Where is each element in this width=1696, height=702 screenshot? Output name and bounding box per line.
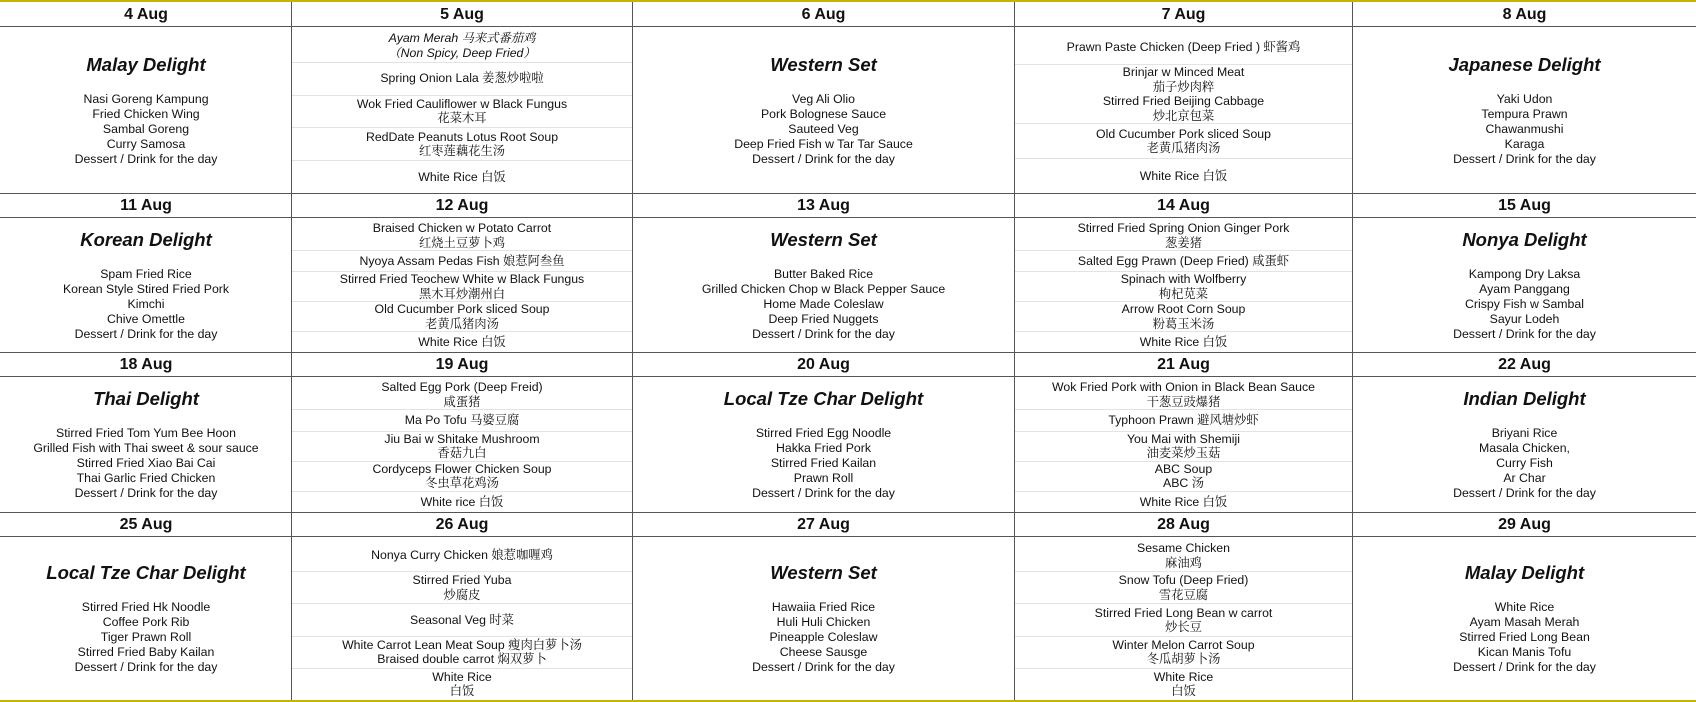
dish-line: 枸杞苋菜 xyxy=(1158,286,1209,301)
dish-entry xyxy=(292,540,632,571)
day-date: 20 Aug xyxy=(797,355,850,373)
set-menu-cell xyxy=(1353,537,1696,700)
menu-item: Hawaiia Fried Rice xyxy=(771,600,876,614)
set-menu xyxy=(46,562,245,675)
menu-item: White Rice xyxy=(1494,600,1555,614)
dish-line: 白饭 xyxy=(449,684,475,699)
menu-item: Ayam Masah Merah xyxy=(1469,615,1580,629)
dish-line: White Rice xyxy=(432,669,492,684)
dish-line: 咸蛋猪 xyxy=(443,394,481,409)
dish-entry xyxy=(1015,123,1352,158)
dish-line: White Rice 白饭 xyxy=(418,169,506,184)
day-date: 22 Aug xyxy=(1498,355,1551,373)
day-date: 19 Aug xyxy=(435,355,489,373)
menu-item: Dessert / Drink for the day xyxy=(1453,151,1596,166)
menu-item: Grilled Fish with Thai sweet & sour sauce xyxy=(33,441,259,455)
dish-entry xyxy=(292,271,632,301)
dish-entry xyxy=(1015,636,1352,668)
menu-item: Coffee Pork Rib xyxy=(102,615,190,629)
dish-entry xyxy=(1015,491,1352,513)
menu-item: Dessert / Drink for the day xyxy=(752,486,895,500)
dish-line: Old Cucumber Pork sliced Soup xyxy=(374,302,550,316)
menu-item: Thai Garlic Fried Chicken xyxy=(76,471,216,485)
dish-entry xyxy=(292,301,632,331)
set-menu xyxy=(1448,54,1600,167)
set-menu-title: Western Set xyxy=(770,53,877,75)
dish-line: White rice 白饭 xyxy=(420,494,504,509)
menu-item: Dessert / Drink for the day xyxy=(752,660,895,674)
dish-line: ABC Soup xyxy=(1154,461,1213,476)
set-menu-cell xyxy=(633,218,1014,352)
dish-list-cell xyxy=(1015,218,1352,352)
menu-item: Dessert / Drink for the day xyxy=(1453,660,1596,674)
dish-line: Ma Po Tofu 马婆豆腐 xyxy=(404,413,520,427)
set-menu xyxy=(1453,562,1596,675)
set-menu xyxy=(752,562,895,675)
set-menu-title: Western Set xyxy=(770,562,877,583)
set-menu-title: Japanese Delight xyxy=(1448,53,1601,75)
set-menu-title: Malay Delight xyxy=(86,53,206,75)
dish-line: ABC 汤 xyxy=(1163,476,1204,490)
menu-item: Curry Fish xyxy=(1496,456,1553,470)
dish-entry xyxy=(292,571,632,603)
set-menu-title: Western Set xyxy=(770,228,877,250)
menu-item: Prawn Roll xyxy=(793,471,854,485)
dish-line: 黑木耳炒潮州白 xyxy=(418,286,506,301)
menu-item: Kican Manis Tofu xyxy=(1477,645,1572,659)
dish-line: 油麦菜炒玉菇 xyxy=(1146,446,1221,460)
set-menu-cell xyxy=(633,537,1014,700)
menu-item: Korean Style Stired Fried Pork xyxy=(62,281,230,296)
menu-item: Dessert / Drink for the day xyxy=(1453,486,1596,500)
menu-item: Huli Huli Chicken xyxy=(776,615,871,629)
dish-line: White Rice 白饭 xyxy=(418,334,506,349)
dish-entry xyxy=(292,603,632,635)
dish-line: Prawn Paste Chicken (Deep Fried ) 虾酱鸡 xyxy=(1066,39,1301,54)
dish-entry xyxy=(292,160,632,193)
set-menu-cell xyxy=(1353,377,1696,512)
set-menu-cell xyxy=(1,377,291,512)
dish-entry xyxy=(292,668,632,700)
set-menu-cell xyxy=(1353,218,1696,352)
dish-entry xyxy=(1015,431,1352,461)
menu-item: Butter Baked Rice xyxy=(773,266,874,281)
menu-item: Curry Samosa xyxy=(106,136,186,151)
dish-entry xyxy=(1015,331,1352,352)
menu-item: Stirred Fried Xiao Bai Cai xyxy=(76,456,216,470)
menu-item: Nasi Goreng Kampung xyxy=(83,91,209,106)
menu-item: Briyani Rice xyxy=(1491,426,1558,440)
set-menu xyxy=(1453,388,1596,501)
menu-item: Tiger Prawn Roll xyxy=(100,630,192,644)
set-menu xyxy=(734,54,913,167)
day-date: 18 Aug xyxy=(119,355,173,373)
dish-entry xyxy=(1015,30,1352,64)
set-menu-cell xyxy=(633,377,1014,512)
dish-entry xyxy=(292,127,632,160)
dish-line: White Rice 白饭 xyxy=(1139,168,1228,183)
dish-line: RedDate Peanuts Lotus Root Soup xyxy=(365,129,559,144)
top-rule xyxy=(0,0,1696,2)
menu-item: Kampong Dry Laksa xyxy=(1468,266,1581,281)
dish-line: Seasonal Veg 时菜 xyxy=(410,612,514,627)
dish-line: White Rice xyxy=(1153,669,1214,684)
dish-line: Old Cucumber Pork sliced Soup xyxy=(1096,126,1271,141)
dish-line: Braised Chicken w Potato Carrot xyxy=(372,221,552,235)
dish-entry xyxy=(1015,409,1352,431)
dish-entry xyxy=(1015,221,1352,250)
dish-line: Wok Fried Pork with Onion in Black Bean Sauce xyxy=(1052,380,1315,394)
dish-line: Spinach with Wolfberry xyxy=(1120,272,1247,286)
menu-item: Stirred Fried Baby Kailan xyxy=(77,645,215,659)
dish-line: Braised double carrot 焖双萝卜 xyxy=(377,652,547,667)
menu-item: Pineapple Coleslaw xyxy=(769,630,878,644)
dish-line: Salted Egg Pork (Deep Freid) xyxy=(381,380,543,394)
day-date: 4 Aug xyxy=(124,5,168,23)
day-date: 26 Aug xyxy=(435,515,489,533)
menu-item: Cheese Sausge xyxy=(779,645,868,659)
dish-line: You Mai with Shemiji xyxy=(1126,431,1240,446)
dish-line: Stirred Fried Long Bean w carrot xyxy=(1094,605,1273,620)
dish-line: 冬瓜胡萝卜汤 xyxy=(1146,652,1221,667)
set-menu-title: Korean Delight xyxy=(80,228,212,250)
set-menu-cell xyxy=(1353,27,1696,193)
menu-item: Stirred Fried Kailan xyxy=(770,456,877,470)
menu-item: Tempura Prawn xyxy=(1481,106,1568,121)
menu-item: Dessert / Drink for the day xyxy=(752,151,895,166)
menu-item: Yaki Udon xyxy=(1496,91,1553,106)
set-menu-cell xyxy=(1,537,291,700)
dish-line: 香菇九白 xyxy=(437,446,487,460)
menu-item: Chawanmushi xyxy=(1485,121,1564,136)
dish-entry xyxy=(292,62,632,95)
menu-item: Sayur Lodeh xyxy=(1489,311,1560,326)
set-menu-title: Local Tze Char Delight xyxy=(46,562,246,583)
dish-line: 红烧土豆萝卜鸡 xyxy=(418,235,506,250)
dish-line: 炒北京包菜 xyxy=(1152,108,1215,123)
set-menu xyxy=(724,388,923,501)
dish-line: White Carrot Lean Meat Soup 瘦肉白萝卜汤 xyxy=(342,637,582,652)
dish-entry xyxy=(292,491,632,513)
dish-line: 老黄瓜猪肉汤 xyxy=(425,316,499,331)
menu-item: Sauteed Veg xyxy=(788,121,859,136)
dish-line: 葱姜猪 xyxy=(1165,235,1202,250)
dish-list-cell xyxy=(1015,27,1352,193)
day-date: 28 Aug xyxy=(1157,515,1210,533)
day-date: 29 Aug xyxy=(1498,515,1551,533)
menu-item: Stirred Fried Egg Noodle xyxy=(755,426,892,440)
dish-line: Ayam Merah 马来式番茄鸡 xyxy=(388,31,536,46)
dish-entry xyxy=(1015,461,1352,491)
dish-line: Stirred Fried Yuba xyxy=(412,573,512,588)
dish-entry xyxy=(292,431,632,461)
dish-line: Spring Onion Lala 姜葱炒啦啦 xyxy=(380,71,544,86)
dish-list-cell xyxy=(292,377,632,512)
dish-entry xyxy=(292,461,632,491)
menu-item: Stirred Fried Tom Yum Bee Hoon xyxy=(56,426,236,440)
day-date: 25 Aug xyxy=(119,515,173,533)
menu-item: Masala Chicken, xyxy=(1479,441,1570,455)
menu-item: Ayam Panggang xyxy=(1479,281,1570,296)
menu-item: Spam Fried Rice xyxy=(100,266,192,281)
dish-line: Stirred Fried Beijing Cabbage xyxy=(1102,94,1265,108)
dish-line: 雪花豆腐 xyxy=(1158,587,1209,602)
day-date: 15 Aug xyxy=(1498,196,1551,214)
menu-item: Deep Fried Fish w Tar Tar Sauce xyxy=(734,136,913,151)
set-menu xyxy=(33,388,258,501)
dish-entry xyxy=(1015,250,1352,271)
menu-item: Sambal Goreng xyxy=(102,121,190,136)
dish-line: 炒腐皮 xyxy=(443,587,481,602)
dish-entry xyxy=(292,250,632,271)
day-date: 7 Aug xyxy=(1161,5,1206,23)
dish-entry xyxy=(292,409,632,431)
dish-line: Snow Tofu (Deep Fried) xyxy=(1118,573,1249,588)
dish-entry xyxy=(292,636,632,668)
dish-entry xyxy=(1015,668,1352,700)
menu-item: Dessert / Drink for the day xyxy=(752,326,895,341)
day-date: 5 Aug xyxy=(440,5,484,23)
dish-line: Arrow Root Corn Soup xyxy=(1121,302,1246,316)
dish-line: Nonya Curry Chicken 娘惹咖喱鸡 xyxy=(371,548,553,563)
dish-line: Wok Fried Cauliflower w Black Fungus xyxy=(356,96,568,111)
dish-line: 红枣莲藕花生汤 xyxy=(418,144,506,159)
set-menu-cell xyxy=(633,27,1014,193)
dish-entry xyxy=(292,380,632,409)
dish-line: 冬虫草花鸡汤 xyxy=(425,476,499,490)
menu-item: Dessert / Drink for the day xyxy=(74,486,218,500)
day-date: 11 Aug xyxy=(120,196,172,214)
dish-line: 老黄瓜猪肉汤 xyxy=(1146,141,1221,155)
dish-list-cell xyxy=(292,218,632,352)
menu-item: Ar Char xyxy=(1503,471,1546,485)
dish-entry xyxy=(292,30,632,62)
dish-entry xyxy=(292,95,632,128)
day-date: 14 Aug xyxy=(1157,196,1210,214)
set-menu-cell xyxy=(1,218,291,352)
set-menu-title: Local Tze Char Delight xyxy=(723,388,924,409)
dish-entry xyxy=(1015,380,1352,409)
menu-item: Crispy Fish w Sambal xyxy=(1465,296,1584,311)
day-date: 8 Aug xyxy=(1502,5,1547,23)
menu-item: Deep Fried Nuggets xyxy=(768,311,879,326)
menu-item: Karaga xyxy=(1504,136,1545,151)
menu-item: Grilled Chicken Chop w Black Pepper Sauce xyxy=(701,281,946,296)
day-date: 21 Aug xyxy=(1157,355,1210,373)
set-menu xyxy=(1453,229,1596,342)
dish-line: 白饭 xyxy=(1171,684,1196,699)
dish-entry xyxy=(1015,603,1352,635)
menu-item: Dessert / Drink for the day xyxy=(74,151,218,166)
dish-line: Typhoon Prawn 避风塘炒虾 xyxy=(1108,413,1259,427)
dish-line: （Non Spicy, Deep Fried） xyxy=(388,45,536,60)
menu-item: Dessert / Drink for the day xyxy=(74,660,218,674)
dish-line: 麻油鸡 xyxy=(1165,555,1202,570)
menu-item: Chive Omettle xyxy=(107,311,185,326)
dish-line: 茄子炒肉粹 xyxy=(1152,79,1215,94)
dish-list-cell xyxy=(292,537,632,700)
day-date: 13 Aug xyxy=(797,196,850,214)
set-menu-title: Thai Delight xyxy=(93,388,199,409)
dish-line: Brinjar w Minced Meat xyxy=(1122,65,1245,79)
dish-entry xyxy=(1015,540,1352,571)
dish-entry xyxy=(292,331,632,352)
menu-item: Hakka Fried Pork xyxy=(775,441,871,455)
dish-line: 花菜木耳 xyxy=(437,111,487,126)
day-date: 12 Aug xyxy=(435,196,489,214)
dish-line: Winter Melon Carrot Soup xyxy=(1112,637,1255,652)
set-menu-title: Indian Delight xyxy=(1463,388,1586,409)
dish-line: White Rice 白饭 xyxy=(1139,494,1228,509)
dish-line: 炒长豆 xyxy=(1165,620,1202,634)
menu-item: Fried Chicken Wing xyxy=(92,106,200,121)
dish-line: Stirred Fried Teochew White w Black Fungus xyxy=(339,272,585,286)
day-date: 27 Aug xyxy=(797,515,850,533)
menu-item: Dessert / Drink for the day xyxy=(1453,326,1596,341)
set-menu-title: Nonya Delight xyxy=(1462,228,1587,250)
menu-item: Stirred Fried Hk Noodle xyxy=(81,600,211,614)
menu-item: Kimchi xyxy=(127,296,165,311)
set-menu-cell xyxy=(1,27,291,193)
dish-entry xyxy=(1015,301,1352,331)
dish-line: Stirred Fried Spring Onion Ginger Pork xyxy=(1077,221,1290,235)
dish-entry xyxy=(1015,271,1352,301)
dish-line: Salted Egg Prawn (Deep Fried) 咸蛋虾 xyxy=(1077,253,1290,268)
day-date: 6 Aug xyxy=(801,5,846,23)
dish-entry xyxy=(1015,64,1352,123)
menu-item: Veg Ali Olio xyxy=(792,91,855,106)
dish-line: 粉葛玉米汤 xyxy=(1152,316,1215,331)
menu-item: Pork Bolognese Sauce xyxy=(760,106,887,121)
menu-item: Stirred Fried Long Bean xyxy=(1459,630,1590,644)
menu-item: Home Made Coleslaw xyxy=(763,296,884,311)
set-menu-title: Malay Delight xyxy=(1464,562,1585,583)
dish-entry xyxy=(1015,571,1352,603)
set-menu xyxy=(702,229,945,342)
dish-line: White Rice 白饭 xyxy=(1139,334,1228,349)
dish-entry xyxy=(292,221,632,250)
dish-entry xyxy=(1015,158,1352,193)
menu-item: Dessert / Drink for the day xyxy=(74,326,218,341)
set-menu xyxy=(75,54,218,167)
dish-list-cell xyxy=(1015,377,1352,512)
dish-line: Jiu Bai w Shitake Mushroom xyxy=(384,431,540,446)
dish-line: Nyoya Assam Pedas Fish 娘惹阿叁鱼 xyxy=(359,253,565,268)
dish-line: Cordyceps Flower Chicken Soup xyxy=(372,461,552,476)
dish-line: Sesame Chicken xyxy=(1137,541,1230,556)
dish-line: 干葱豆豉爆猪 xyxy=(1146,394,1221,409)
dish-list-cell xyxy=(1015,537,1352,700)
set-menu xyxy=(63,229,229,342)
dish-list-cell xyxy=(292,27,632,193)
